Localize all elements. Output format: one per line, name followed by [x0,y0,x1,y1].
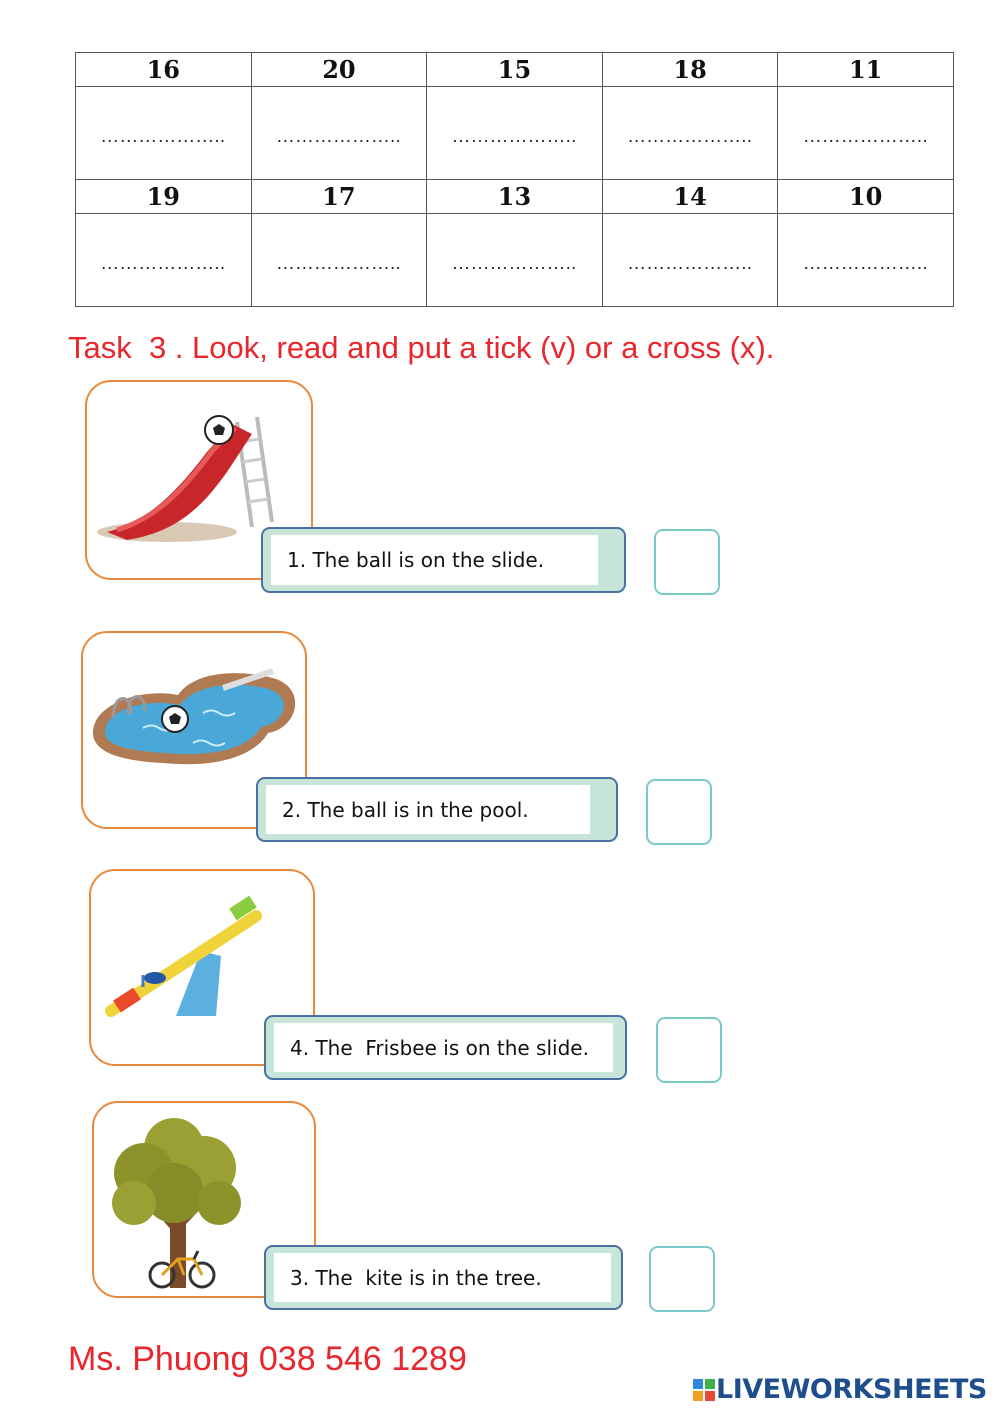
answer-blank[interactable]: ……………….. [251,87,427,180]
sentence-card [264,1245,623,1310]
answer-blank[interactable]: ……………….. [778,87,954,180]
number-cell: 19 [76,180,252,214]
answer-checkbox[interactable] [646,779,712,845]
number-cell: 11 [778,53,954,87]
liveworksheets-logo [692,1374,987,1405]
number-table [75,52,954,307]
answer-blank[interactable]: ……………….. [76,214,252,307]
sentence-card [264,1015,627,1080]
brand-name: LIVEWORKSHEETS [716,1374,987,1405]
table-row [76,180,954,214]
table-row [76,53,954,87]
answer-blank[interactable]: ……………….. [602,87,778,180]
number-cell: 14 [602,180,778,214]
answer-blank[interactable]: ……………….. [427,214,603,307]
sentence-card [256,777,618,842]
answer-blank[interactable]: ……………….. [76,87,252,180]
task-title: Task 3 . Look, read and put a tick (v) or a cross (x). [68,330,775,365]
answer-blank[interactable]: ……………….. [427,87,603,180]
answer-blank[interactable]: ……………….. [251,214,427,307]
answer-checkbox[interactable] [656,1017,722,1083]
answer-blank[interactable]: ……………….. [778,214,954,307]
table-row [76,214,954,307]
author-contact: Ms. Phuong 038 546 1289 [68,1340,467,1378]
answer-checkbox[interactable] [654,529,720,595]
number-cell: 16 [76,53,252,87]
number-cell: 20 [251,53,427,87]
sentence-text: 3. The kite is in the tree. [274,1253,611,1302]
sentence-text: 2. The ball is in the pool. [266,785,590,834]
number-cell: 18 [602,53,778,87]
number-cell: 15 [427,53,603,87]
sentence-text: 4. The Frisbee is on the slide. [274,1023,613,1072]
number-cell: 10 [778,180,954,214]
liveworksheets-icon [692,1378,716,1402]
sentence-text: 1. The ball is on the slide. [271,535,598,585]
answer-checkbox[interactable] [649,1246,715,1312]
number-cell: 17 [251,180,427,214]
sentence-card [261,527,626,593]
number-cell: 13 [427,180,603,214]
table-row [76,87,954,180]
answer-blank[interactable]: ……………….. [602,214,778,307]
